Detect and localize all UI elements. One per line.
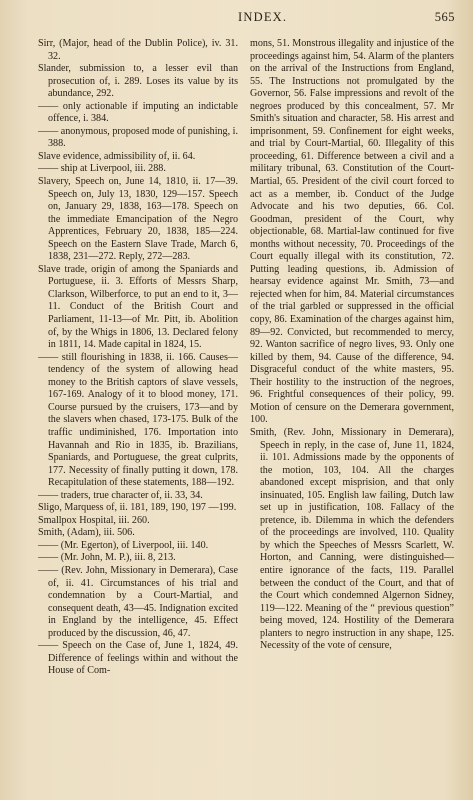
index-entry: —— still flourishing in 1838, ii. 166. Causes—tendency of the system of allowing head money to the British captors of slave vessels, 167-169. Analogy of it to blood money, 171. Course pursued by the cruisers, 173—and by the slavers when chased, 173-175. Bulk of the traffic undiminished, 176. Importation into Havannah and Rio in 1835, ib. Brazilians, Spaniards, and Portuguese, the great culprits, 177. Necessity of finally putting it down, 178. Recapitulation of these statements, 188—192. — [38, 351, 238, 489]
index-entry: Sligo, Marquess of, ii. 181, 189, 190, 197 —199. — [38, 502, 237, 514]
index-entry: Slave evidence, admissibility of, ii. 64. — [38, 150, 196, 162]
index-entry: —— traders, true character of, ii. 33, 34. — [38, 489, 203, 501]
running-title: INDEX. — [238, 10, 288, 24]
index-entry: Slave trade, origin of among the Spaniards and Portuguese, ii. 3. Efforts of Messrs Sharp, Clarkson, Wilberforce, to put an end to it, 3—11. Conduct of the British Court and Parliament, 11-13—of Mr. Pitt, ib. Abolition of, by the Whigs in 1806, 13. Declared felony in 1811, 14. Made capital in 1824, 15. — [38, 263, 238, 351]
index-entry: —— Speech on the Case of, June 1, 1824, 49. Difference of feelings within and without the House of Com- — [38, 640, 238, 677]
index-entry: Sirr, (Major, head of the Dublin Police), iv. 31. 32. — [38, 38, 238, 62]
index-entry: —— (Rev. John, Missionary in Demerara), Case of, ii. 41. Circumstances of his trial and condemnation by a Court-Martial, and consequent death, 43—45. Indignation excited in England by the intelligence, 45. Effect produced by the discussion, 46, 47. — [38, 564, 238, 639]
index-entry-continued: mons, 51. Monstrous illegality and injustice of the proceedings against him, 54. Alarm of the planters on the arrival of the Instructions from England, 55. The Instructions not promulgated by the Governor, 56. False impressions and revolt of the negroes produced by this concealment, 57. Mr Smith's situation and character, 58. His arrest and imprisonment, 59. Confinement for eight weeks, and trial by Court-Martial, 60. Illegality of this proceeding, 61. Difference between a civil and a military tribunal, 63. Constitution of the Court-Martial, 65. President of the civil court forced to act as a member, ib. Conduct of the Judge Advocate and his two deputies, 66. Col. Goodman, president of the Court, why objectionable, 68. Martial-law continued for five months without necessity, 70. Proceedings of the Court equally illegal with its constitution, 72. Putting leading questions, ib. Admission of hearsay evidence against Mr. Smith, 73—and rejected when for him, 84. Material circumstances of the trial garbled or suppressed in the official copy, 86. Examination of the charges against him, 89—92. Convicted, but recommended to mercy, 92. Wanton sacrifice of negro lives, 93. Only one killed by them, 94. Cause of the difference, 94. Disgraceful conduct of the white masters, 95. Their hostility to the instruction of the negroes, 96. Frightful consequences of their policy, 99. Motion of censure on the Demerara government, 100. — [250, 38, 454, 426]
index-column-right — [250, 38, 454, 653]
index-entry: Smith, (Adam), iii. 506. — [38, 527, 135, 539]
index-entry: —— anonymous, proposed mode of punishing, i. 388. — [38, 125, 238, 150]
index-entry: Slander, submission to, a lesser evil than prosecution of, i. 289. Loses its value by its abundance, 292. — [38, 63, 238, 100]
index-entry: Smith, (Rev. John, Missionary in Demerara), Speech in reply, in the case of, June 11, 1824, ii. 101. Admissions made by the opponents of the motion, 103, 104. All the charges abandoned except misprision, and that only insinuated, 105. English law failing, Dutch law set up in justification, 108. Fallacy of the pretence, ib. Dilemma in which the defenders of the proceedings are involved, 110. Quality by which the Speeches of Messrs Scarlett, W. Horton, and Canning, were distinguished—entire ignorance of the facts, 119. Parallel between the conduct of the Court, and that of the Court which condemned Algernon Sidney, 119—122. Meaning of the “ previous question” being moved, 124. Hostility of the Demerara planters to negro instruction in any shape, 125. Necessity of the vote of censure, — [250, 426, 454, 652]
index-entry: Smallpox Hospital, iii. 260. — [38, 514, 150, 526]
index-entry: —— (Mr. John, M. P.), iii. 8, 213. — [38, 552, 176, 564]
page-number: 565 — [434, 10, 455, 24]
index-column-left — [38, 38, 238, 678]
index-entry: —— only actionable if imputing an indictable offence, i. 384. — [38, 100, 238, 125]
index-entry: Slavery, Speech on, June 14, 1810, ii. 17—39. Speech on, July 13, 1830, 129—157. Speech on, January 29, 1838, 163—178. Speech on the immediate Emancipation of the Negro Apprentices, February 20, 1838, 185—224. Speech on the Eastern Slave Trade, March 6, 1838, 231—272. Reply, 272—283. — [38, 176, 238, 263]
index-entry: —— ship at Liverpool, iii. 288. — [38, 163, 166, 175]
running-header — [0, 10, 473, 28]
index-entry: —— (Mr. Egerton), of Liverpool, iii. 140. — [38, 539, 209, 551]
